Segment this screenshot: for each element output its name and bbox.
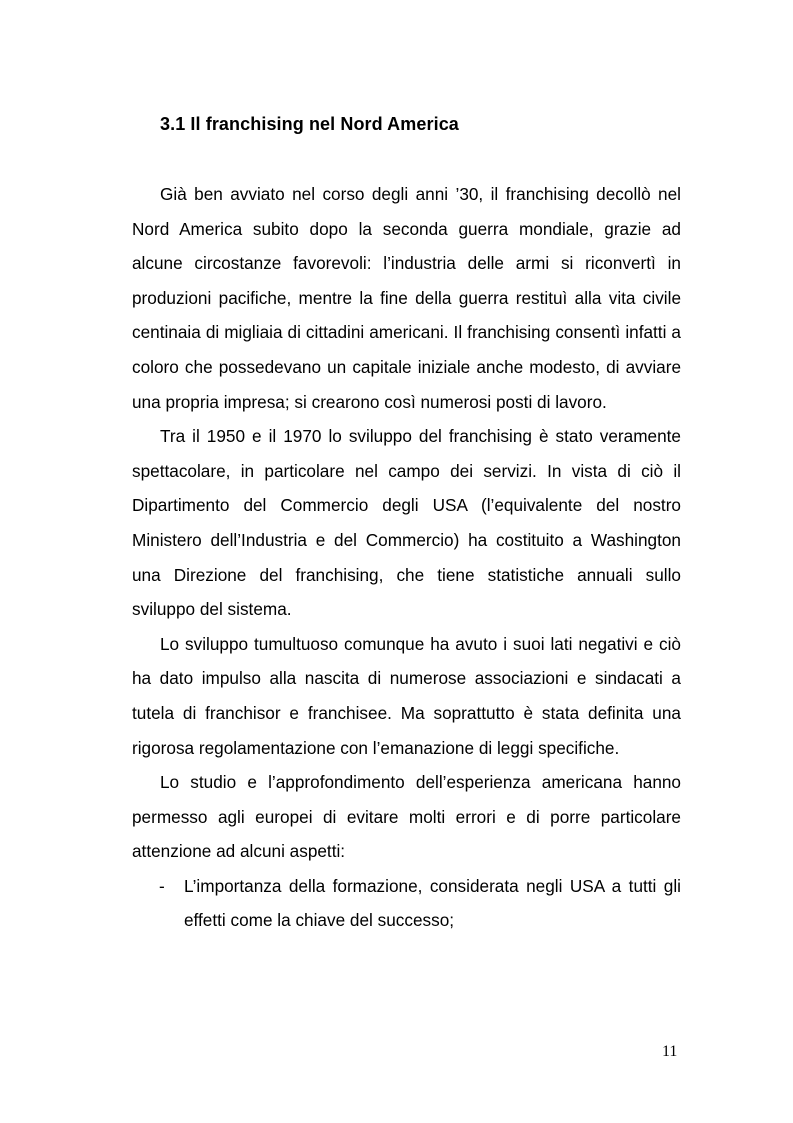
list-item-text: L’importanza della formazione, considerata negli USA a tutti gli effetti come la chiave del successo; bbox=[184, 875, 681, 931]
list-bullet: - bbox=[159, 875, 165, 896]
list-item bbox=[132, 869, 681, 938]
paragraph: Lo studio e l’approfondimento dell’esperienza americana hanno permesso agli europei di evitare molti errori e di porre particolare attenzione ad alcuni aspetti: bbox=[132, 772, 681, 862]
paragraph: Tra il 1950 e il 1970 lo sviluppo del franchising è stato veramente spettacolare, in particolare nel campo dei servizi. In vista di ciò il Dipartimento del Commercio degli USA (l’equivalente del nostro Ministero dell’Industria e del Commercio) ha costituito a Washington una Direzione del franchising, che tiene statistiche annuali sullo sviluppo del sistema. bbox=[132, 426, 681, 620]
body-text bbox=[132, 177, 681, 938]
paragraph: Lo sviluppo tumultuoso comunque ha avuto i suoi lati negativi e ciò ha dato impulso alla nascita di numerose associazioni e sindacati a tutela di franchisor e franchisee. Ma soprattutto è stata definita una rigorosa regolamentazione con l’emanazione di leggi specifiche. bbox=[132, 633, 681, 758]
section-heading: 3.1 Il franchising nel Nord America bbox=[160, 114, 459, 134]
paragraph: Già ben avviato nel corso degli anni ’30, il franchising decollò nel Nord America subito dopo la seconda guerra mondiale, grazie ad alcune circostanze favorevoli: l’industria delle armi si riconvertì in produzioni pacifiche, mentre la fine della guerra restituì alla vita civile centinaia di migliaia di cittadini americani. Il franchising consentì infatti a coloro che possedevano un capitale iniziale anche modesto, di avviare una propria impresa; si crearono così numerosi posti di lavoro. bbox=[132, 184, 681, 412]
page-number: 11 bbox=[662, 1043, 678, 1060]
aspects-list bbox=[132, 869, 681, 938]
